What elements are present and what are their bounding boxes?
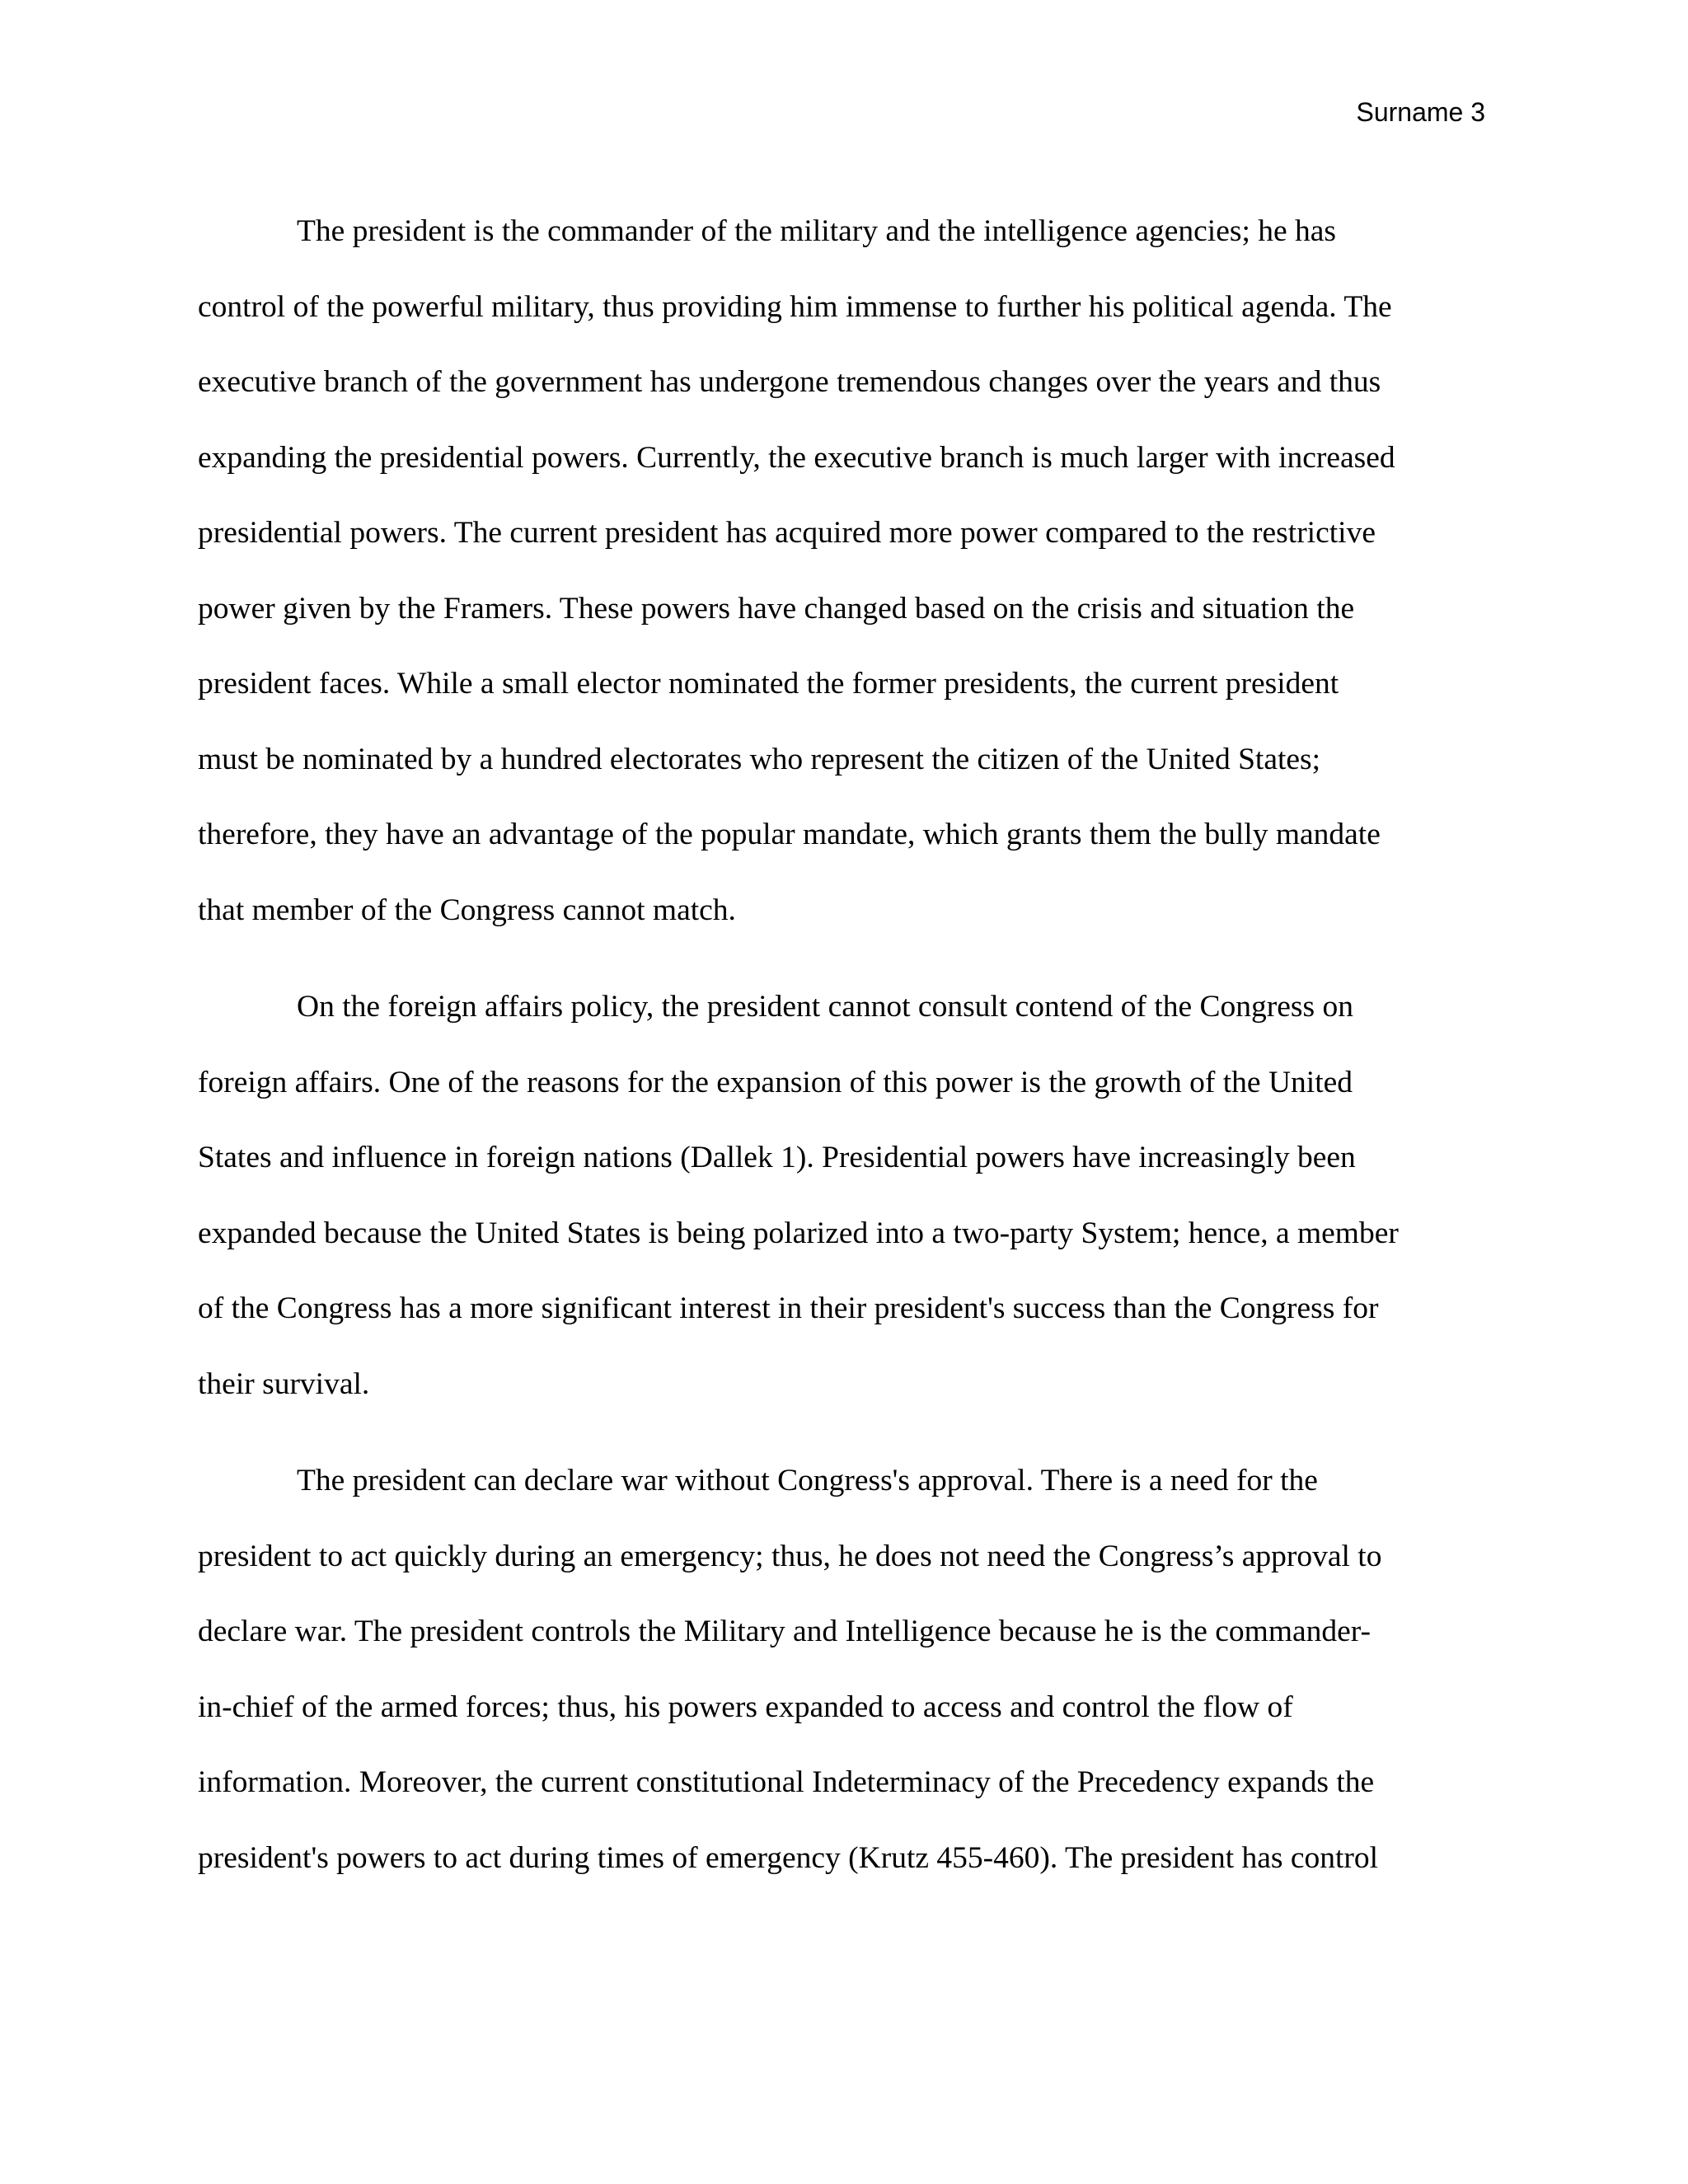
text-line: president to act quickly during an emergency; thus, he does not need the Congress’s approval to [198,1539,1382,1573]
text-line: States and influence in foreign nations (Dallek 1). Presidential powers have increasingly been [198,1141,1356,1174]
text-line: in-chief of the armed forces; thus, his powers expanded to access and control the flow of [198,1690,1293,1724]
text-line: declare war. The president controls the Military and Intelligence because he is the commander- [198,1615,1372,1648]
text-line: president's powers to act during times of emergency (Krutz 455-460). The president has control [198,1840,1379,1875]
paragraph-3 [198,1443,1490,1896]
text-line: The president can declare war without Congress's approval. There is a need for the [297,1464,1318,1497]
text-line: The president is the commander of the military and the intelligence agencies; he has [297,214,1337,248]
paragraph-2 [198,969,1490,1422]
text-line: must be nominated by a hundred electorates who represent the citizen of the United States; [198,742,1321,776]
text-line: power given by the Framers. These powers have changed based on the crisis and situation the [198,591,1355,626]
text-line: expanded because the United States is being polarized into a two-party System; hence, a member [198,1216,1399,1250]
text-line: executive branch of the government has undergone tremendous changes over the years and thus [198,365,1381,399]
text-line: their survival. [198,1366,370,1401]
page-header-surname: Surname 3 [1356,97,1485,127]
text-line: information. Moreover, the current constitutional Indeterminacy of the Precedency expands the [198,1765,1375,1799]
text-line: president faces. While a small elector nominated the former presidents, the current president [198,667,1339,701]
document-body [198,194,1490,1896]
text-line: On the foreign affairs policy, the president cannot consult contend of the Congress on [297,990,1353,1024]
text-line: presidential powers. The current president has acquired more power compared to the restrictive [198,516,1376,550]
text-line: control of the powerful military, thus providing him immense to further his political agenda. The [198,289,1392,324]
text-line: of the Congress has a more significant interest in their president's success than the Congress for [198,1291,1379,1325]
paragraph-1 [198,194,1490,948]
paragraph-spacer [198,948,1490,969]
text-line: that member of the Congress cannot match. [198,893,736,927]
paragraph-spacer [198,1422,1490,1443]
text-line: expanding the presidential powers. Currently, the executive branch is much larger with increased [198,440,1395,475]
text-line: therefore, they have an advantage of the popular mandate, which grants them the bully mandate [198,818,1381,851]
text-line: foreign affairs. One of the reasons for the expansion of this power is the growth of the United [198,1065,1353,1099]
